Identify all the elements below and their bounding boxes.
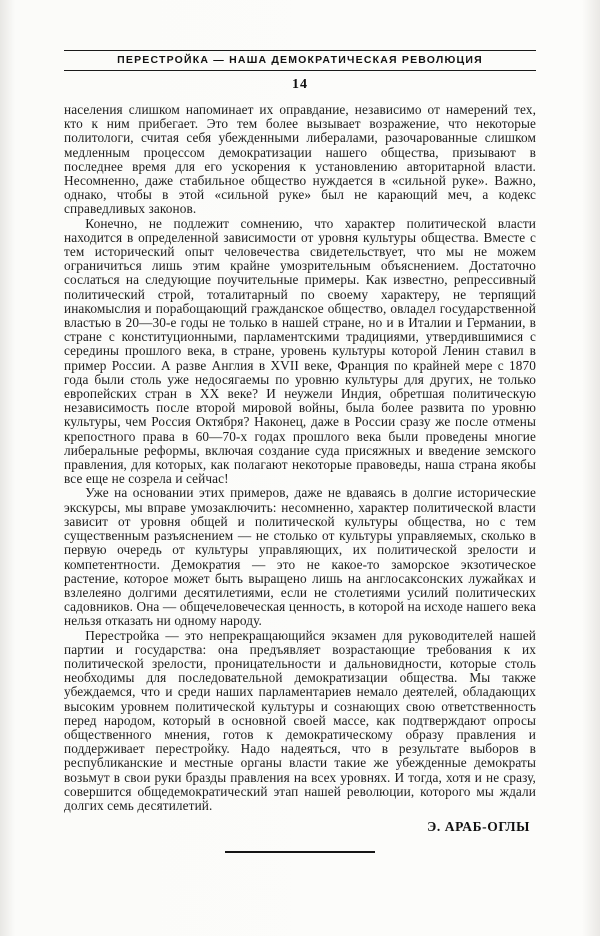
running-title: ПЕРЕСТРОЙКА — НАША ДЕМОКРАТИЧЕСКАЯ РЕВОЛЮЦИЯ: [117, 54, 483, 66]
paragraph: Конечно, не подлежит сомнению, что характер политической власти находится в определенной зависимости от уровня культуры общества. Вместе с тем исторический опыт человечества свидетельствует, что мы не можем ограничиться лишь этим крайне умозрительным объяснением. Достаточно сослаться на следующие поучительные примеры. Как известно, репрессивный политический строй, тоталитарный по своему характеру, не терпящий инакомыслия и порабощающий гражданское общество, овладел государственной властью в 20—30-е годы не только в нашей стране, но и в Италии и Германии, в стране с конституционными, парламентскими традициями, утвердившимися с середины прошлого века, в стране, уровень культуры которой Ленин ставил в пример России. А разве Англия в XVII веке, Франция по крайней мере с 1870 года были столь уже недосягаемы по уровню культуры для других, не только европейских стран в XX веке? И неужели Индия, обретшая политическую независимость после второй мировой войны, была более развита по уровню культуры, чем Россия Октября? Наконец, даже в России сразу же после отмены крепостного права в 60—70-х годах прошлого века были проведены многие либеральные реформы, включая создание суда присяжных и введение земского правления, для которых, как полагают некоторые правоведы, наша страна якобы все еще не созрела и сейчас!: [64, 215, 536, 487]
section-end-rule: [225, 851, 375, 853]
page-body: [64, 103, 536, 853]
paragraph: населения слишком напоминает их оправдание, независимо от намерений тех, кто к ним прибегает. Это тем более вызывает возражение, что некоторые политологи, считая себя убежденными либералами, разочарованные слишком медленным процессом демократизации нашего общества, призывают в последнее время для его ускорения к установлению авторитарной власти. Несомненно, даже стабильное общество нуждается в «сильной руке». Важно, однако, чтобы в этой «сильной руке» был не карающий меч, а кодекс справедливых законов.: [64, 102, 536, 217]
paragraph: Перестройка — это непрекращающийся экзамен для руководителей нашей партии и государства: она предъявляет возрастающие требования к их политической зрелости, проницательности и дальновидности, которые столь необходимы для последовательной демократизации общества. Мы также убеждаемся, что и среди наших парламентариев немало деятелей, обладающих высоким уровнем политической культуры и сознающих свою ответственность перед народом, который в основной своей массе, как подтверждают опросы общественного мнения, готов к демократическому образу правления и поддерживает перестройку. Надо надеяться, что в результате выборов в республиканские и местные органы власти такие же убежденные демократы возьмут в свои руки бразды правления на всех уровнях. И тогда, хотя и не сразу, совершится общедемократический этап нашей революции, которого мы ждали долгих семь десятилетий.: [64, 627, 536, 813]
running-header: [64, 50, 536, 93]
author-signature: Э. АРАБ-ОГЛЫ: [427, 819, 530, 835]
paragraph: Уже на основании этих примеров, даже не вдаваясь в долгие исторические экскурсы, мы вправе умозаключить: несомненно, характер политической власти зависит от уровня общей и политической культуры общества, но с тем существенным разъяснением — не столько от культуры управляемых, сколько в первую очередь от культуры управляющих, их политической зрелости и компетентности. Демократия — это не какое-то заморское экзотическое растение, которое может быть выращено лишь на англосаксонских лужайках и взлелеяно долгими десятилетиями, если не столетиями усилий политических садовников. Она — общечеловеческая ценность, в которой на исходе нашего века нельзя отказать ни одному народу.: [64, 485, 536, 629]
header-rule-bottom: [64, 70, 536, 71]
page-number: 14: [292, 77, 308, 92]
